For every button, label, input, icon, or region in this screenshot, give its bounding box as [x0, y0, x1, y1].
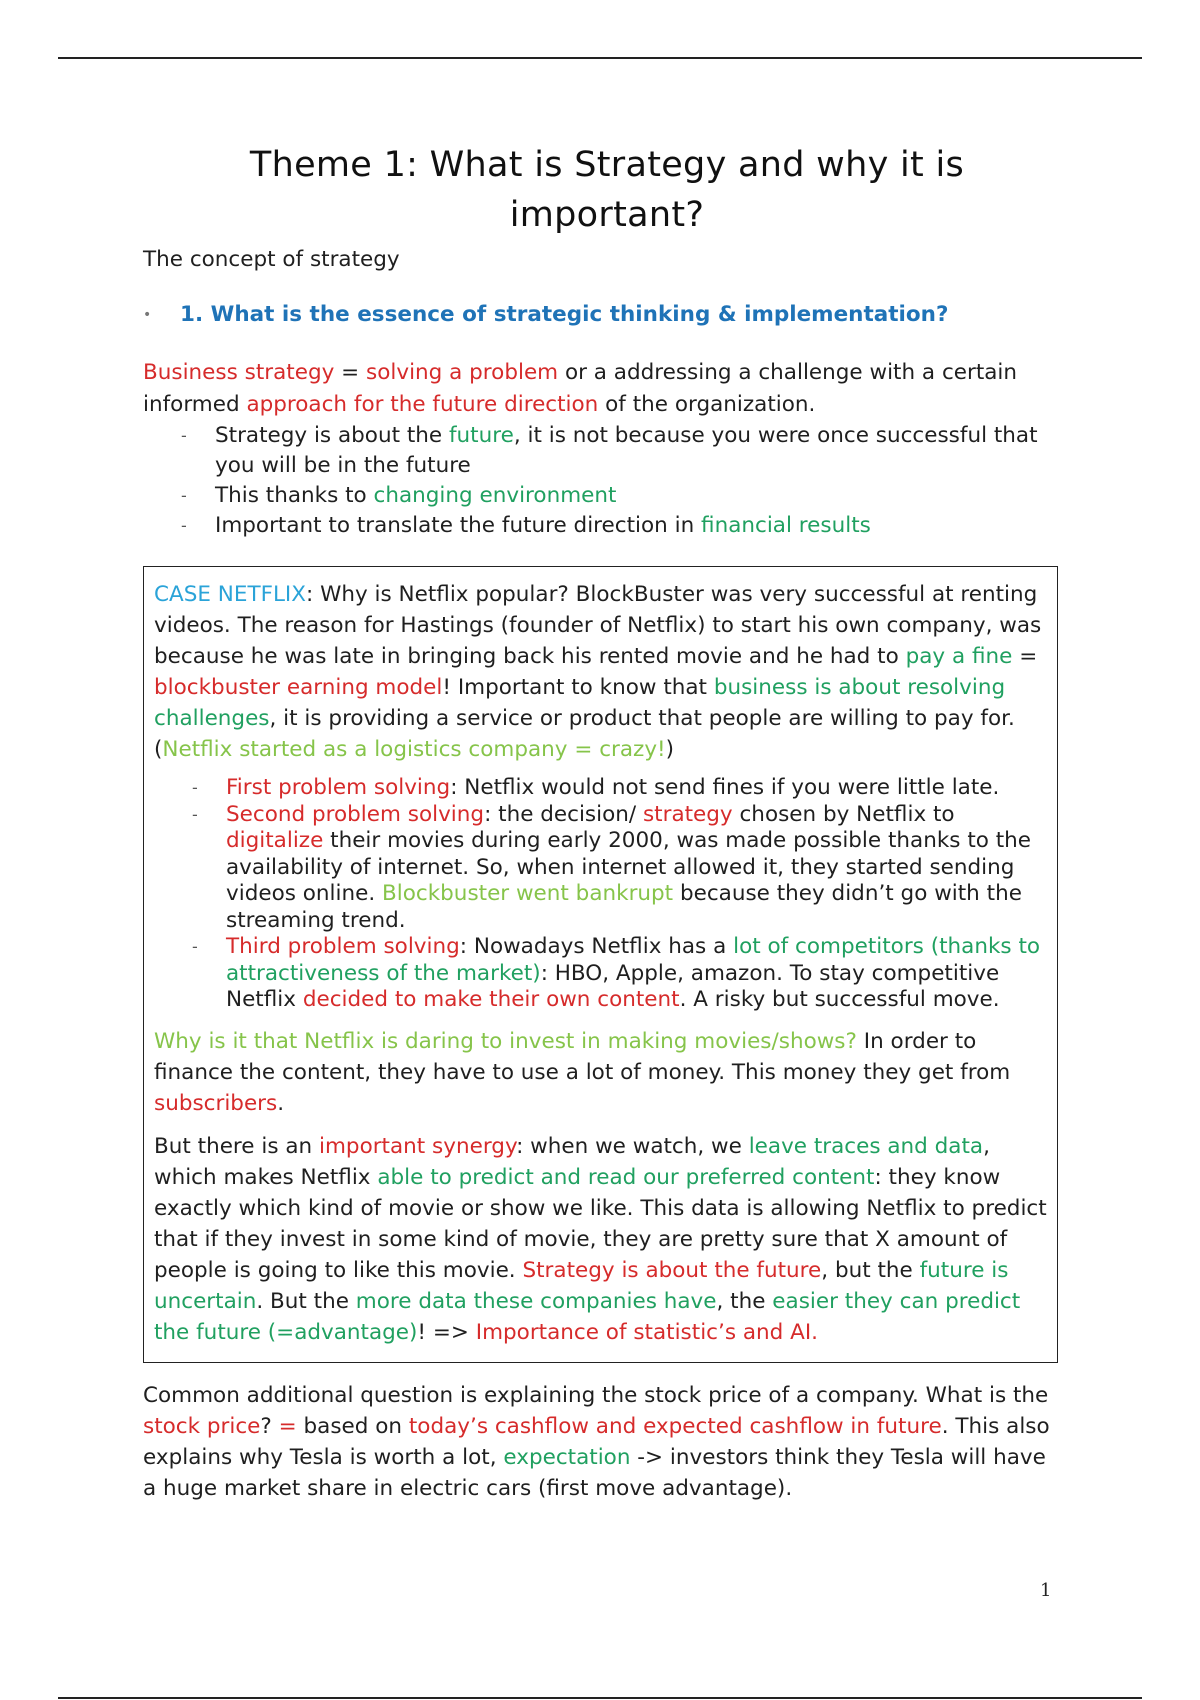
- term: lot of competitors (thanks to attractiveness of the market): [226, 934, 1041, 986]
- text: =: [334, 360, 367, 385]
- text: of the organization.: [598, 392, 816, 417]
- top-rule: [58, 57, 1142, 59]
- term: stock price: [143, 1413, 261, 1439]
- text: , but the: [821, 1257, 920, 1283]
- page-number: 1: [1040, 1580, 1052, 1601]
- term: expectation: [503, 1444, 631, 1470]
- term: subscribers: [154, 1090, 278, 1116]
- text: ): [665, 737, 675, 762]
- term: business is about resolving challenges: [154, 675, 1006, 731]
- list-item: [215, 481, 1063, 511]
- list-item: [226, 775, 1047, 802]
- text: But there is an: [154, 1133, 319, 1159]
- page-content: [143, 140, 1063, 1504]
- bottom-rule: [58, 1697, 1142, 1699]
- text: , it is providing a service or product that people are willing to pay for. (: [154, 706, 1015, 762]
- section-heading: [143, 300, 1063, 330]
- text: : they know exactly which kind of movie or show we like. This data is allowing Netflix to predict that if they invest in some kind of movie, they are pretty sure that X amount of people is going to like this movie.: [154, 1164, 1047, 1283]
- term: =: [278, 1413, 297, 1439]
- term: today’s cashflow and expected cashflow in future: [408, 1413, 942, 1439]
- list-item: [226, 934, 1047, 1014]
- case-paragraph-2: [154, 1026, 1047, 1119]
- term: important synergy: [319, 1133, 517, 1159]
- text: =: [1012, 644, 1038, 669]
- text: Important to translate the future direction in: [215, 513, 702, 538]
- text: or a addressing a challenge with a certain informed: [143, 360, 1018, 417]
- case-paragraph-1: [154, 579, 1047, 765]
- term: future is uncertain: [154, 1257, 1009, 1314]
- text: ?: [260, 1413, 279, 1439]
- text: . This also explains why Tesla is worth a lot,: [143, 1413, 1050, 1470]
- term: digitalize: [226, 828, 324, 853]
- text: , the: [716, 1288, 773, 1314]
- text: based on: [296, 1413, 409, 1439]
- text: . But the: [256, 1288, 356, 1314]
- section-heading-text: 1. What is the essence of strategic thinking & implementation?: [180, 302, 949, 327]
- term: changing environment: [373, 483, 617, 508]
- term: Netflix started as a logistics company = crazy!: [162, 737, 666, 762]
- text: chosen by Netflix to: [732, 801, 955, 827]
- term: easier they can predict the future (=advantage): [154, 1288, 1021, 1345]
- term: strategy: [642, 801, 733, 827]
- term: financial results: [701, 513, 871, 538]
- term: blockbuster earning model: [154, 675, 443, 700]
- text: Strategy is about the: [215, 423, 449, 448]
- closing-paragraph: [143, 1380, 1063, 1504]
- text: . A risky but successful move.: [679, 987, 1000, 1012]
- term: Business strategy: [143, 360, 335, 385]
- text: : Why is Netflix popular? BlockBuster was very successful at renting videos. The reason for Hastings (founder of Netflix) to start his own company, was because he was late in bringing back his rented movie and he had to: [154, 582, 1042, 669]
- text: : Nowadays Netflix has a: [459, 934, 734, 959]
- term: Why is it that Netflix is daring to invest in making movies/shows?: [154, 1028, 857, 1054]
- text: because they didn’t go with the streaming trend.: [226, 881, 1022, 933]
- term: Third problem solving: [226, 934, 460, 959]
- text: .: [277, 1090, 285, 1116]
- text: ! Important to know that: [442, 675, 714, 700]
- term: future: [448, 423, 514, 448]
- text: -> investors think they Tesla will have a huge market share in electric cars (first move advantage).: [143, 1444, 1046, 1501]
- term: First problem solving: [226, 775, 451, 800]
- term: approach for the future direction: [246, 392, 599, 417]
- text: : HBO, Apple, amazon. To stay competitive Netflix: [226, 960, 1000, 1012]
- text: : Netflix would not send fines if you were little late.: [450, 775, 1000, 800]
- term: leave traces and data: [748, 1133, 984, 1159]
- text: In order to finance the content, they have to use a lot of money. This money they get from: [154, 1028, 1011, 1085]
- text: : the decision/: [484, 801, 643, 827]
- term: Strategy is about the future: [522, 1257, 822, 1283]
- text: , it is not because you were once successful that you will be in the future: [215, 423, 1038, 478]
- term: able to predict and read our preferred content: [377, 1164, 875, 1190]
- text: their movies during early 2000, was made possible thanks to the availability of internet. So, when internet allowed it, they started sending videos online.: [226, 828, 1032, 906]
- page-title: Theme 1: What is Strategy and why it is important?: [249, 145, 965, 235]
- term: Importance of statistic’s and AI.: [475, 1319, 819, 1345]
- term: Second problem solving: [226, 801, 485, 827]
- list-item: [215, 421, 1063, 481]
- case-netflix-box: [143, 566, 1058, 1363]
- list-item: [215, 511, 1063, 541]
- subtitle: The concept of strategy: [143, 247, 400, 272]
- text: This thanks to: [215, 483, 374, 508]
- case-label: CASE NETFLIX: [154, 582, 307, 607]
- intro-paragraph: [143, 357, 1063, 421]
- text: ! =>: [417, 1319, 476, 1345]
- text: : when we watch, we: [516, 1133, 749, 1159]
- intro-bullets: [143, 421, 1063, 541]
- bullet-icon: •: [143, 307, 152, 323]
- term: more data these companies have: [355, 1288, 717, 1314]
- text: Common additional question is explaining the stock price of a company. What is the: [143, 1382, 1049, 1408]
- term: Blockbuster went bankrupt: [382, 881, 674, 906]
- case-problem-list: [154, 775, 1047, 1014]
- text: , which makes Netflix: [154, 1133, 990, 1190]
- case-paragraph-3: [154, 1131, 1047, 1348]
- term: solving a problem: [366, 360, 559, 385]
- list-item: [226, 802, 1047, 935]
- term: decided to make their own content: [302, 987, 680, 1012]
- term: pay a fine: [905, 644, 1013, 669]
